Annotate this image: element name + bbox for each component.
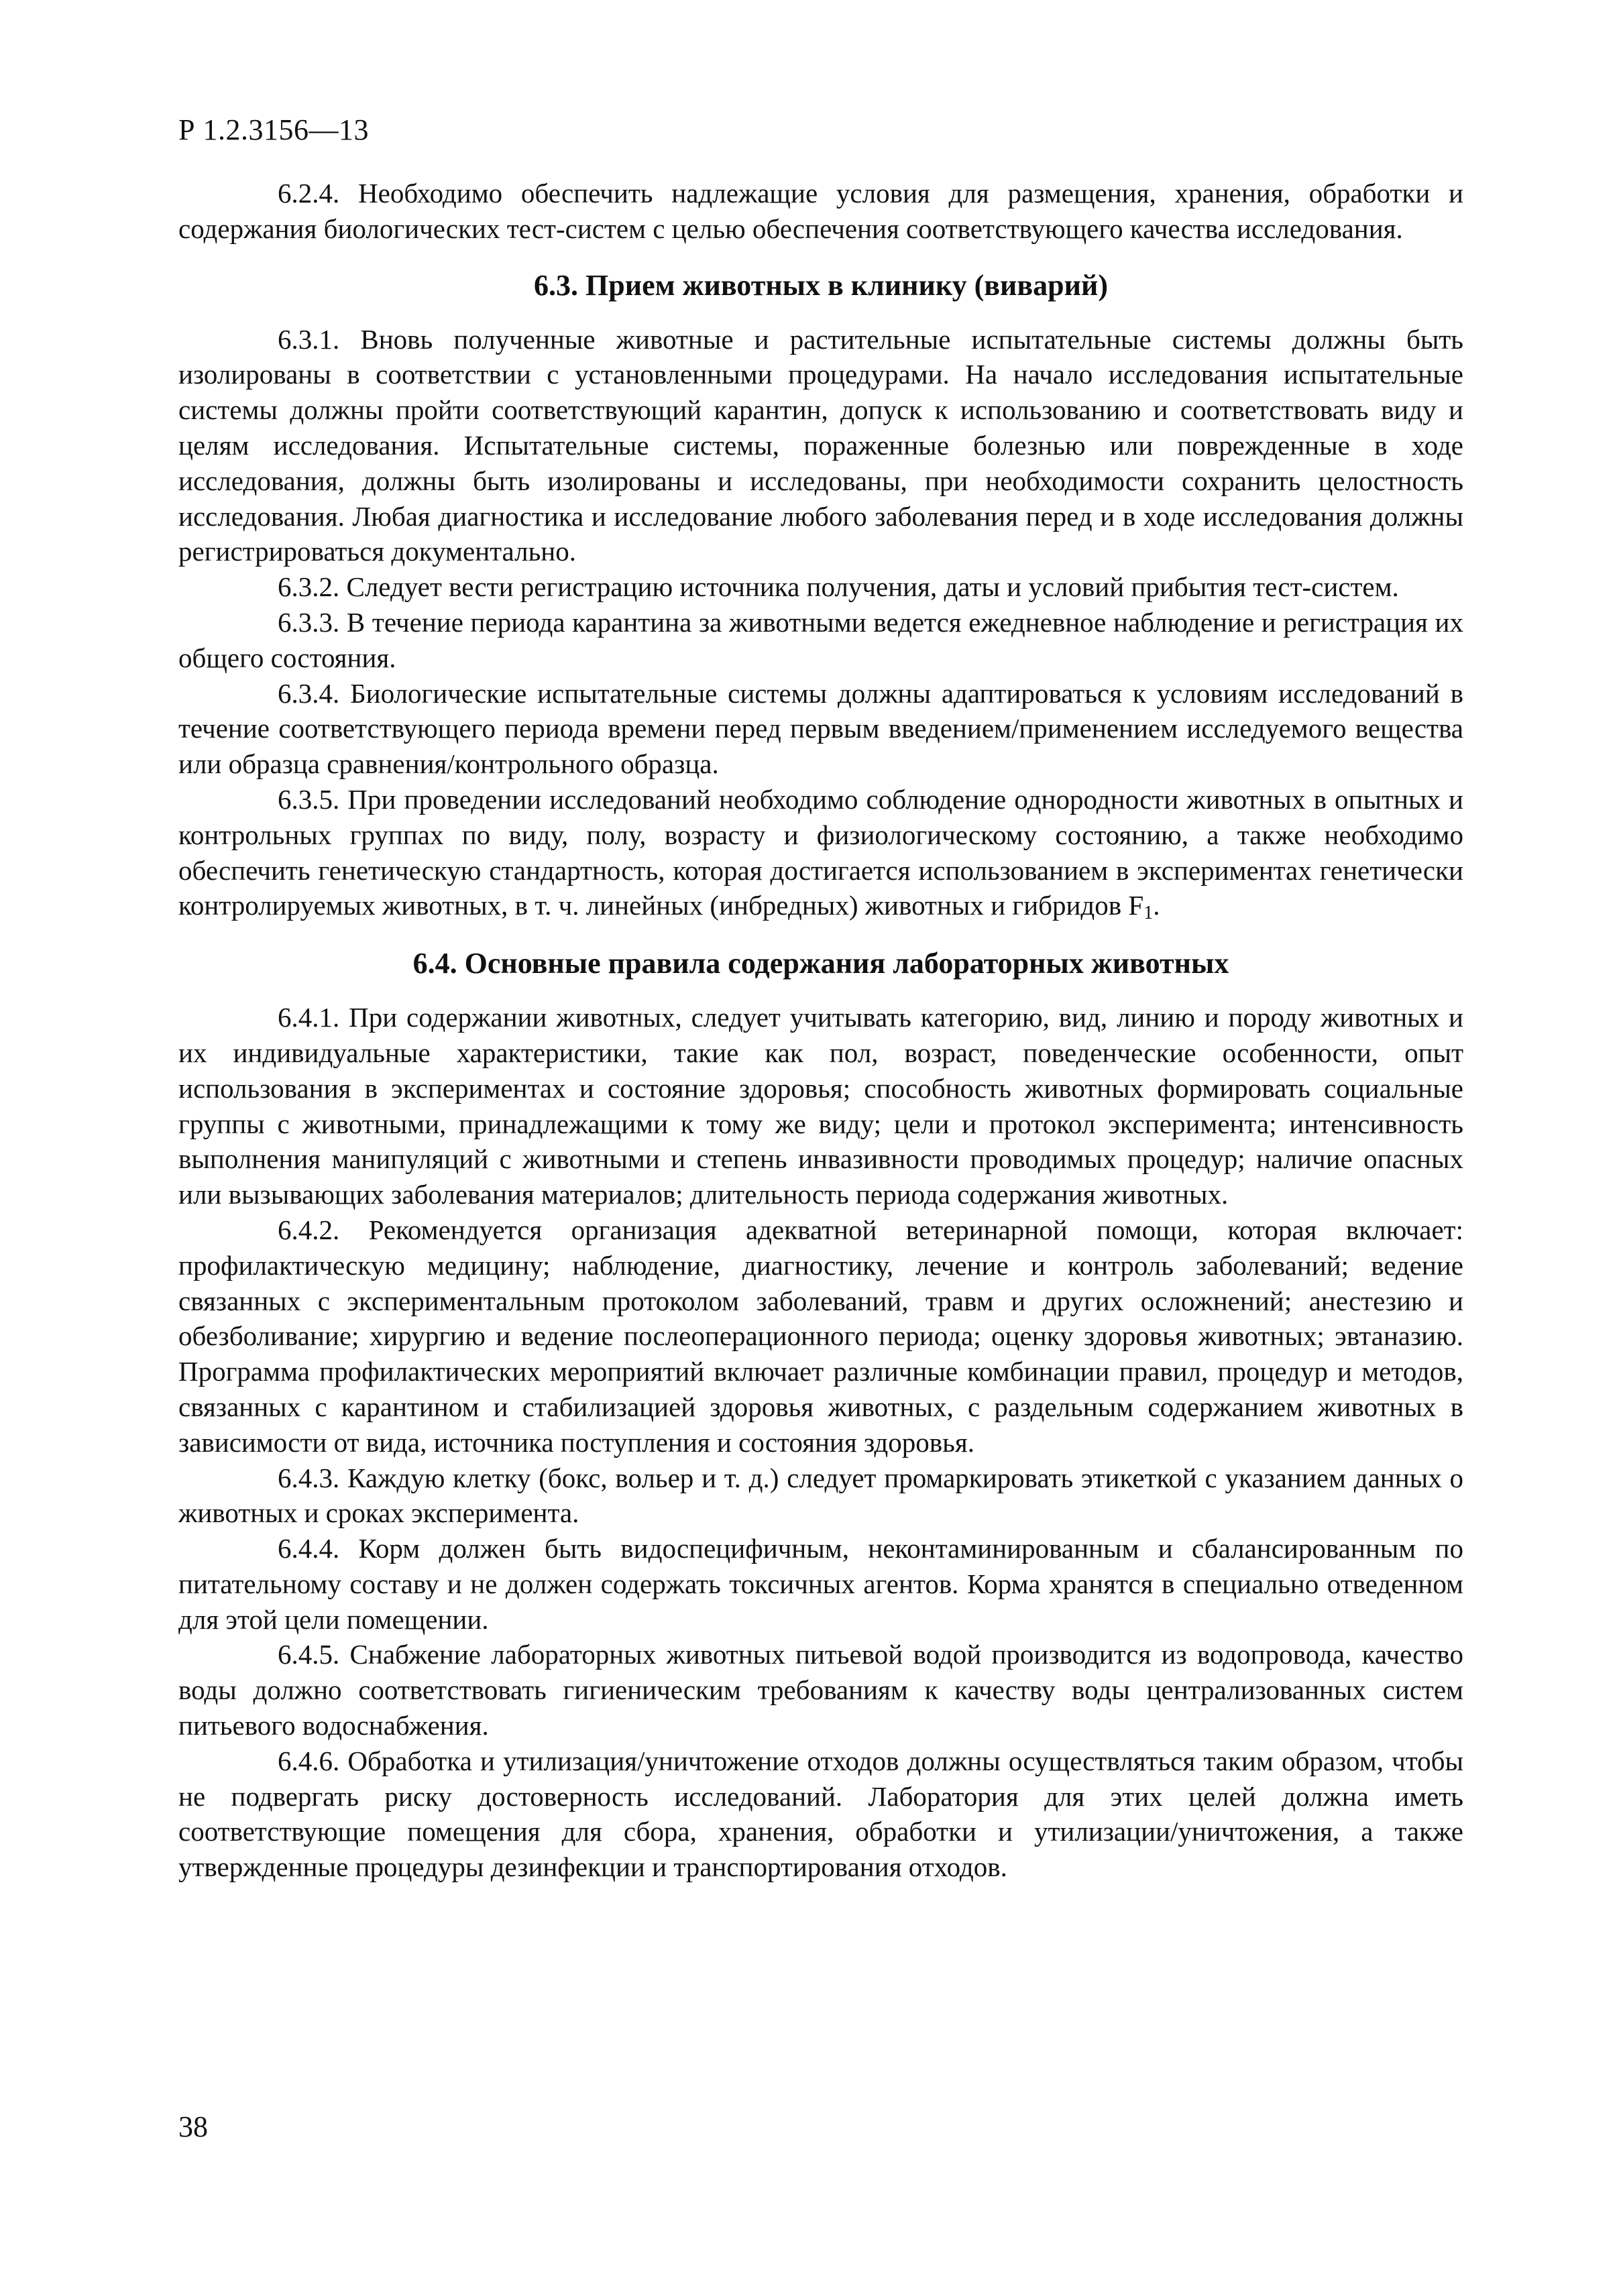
- page-content: [178, 176, 1463, 1885]
- page-number: 38: [178, 2110, 208, 2143]
- paragraph-6-3-2: 6.3.2. Следует вести регистрацию источника получения, даты и условий прибытия тест-систем.: [278, 571, 1399, 603]
- paragraph-6-4-4: 6.4.4. Корм должен быть видоспецифичным, неконтаминированным и сбалансированным по питательному составу и не должен содержать токсичных агентов. Корма хранятся в специально отведенном для этой цели помещении.: [178, 1533, 1463, 1635]
- paragraph-6-4-5: 6.4.5. Снабжение лабораторных животных питьевой водой производится из водопровода, качество воды должно соответствовать гигиеническим требованиям к качеству воды централизованных систем питьевого водоснабжения.: [178, 1639, 1463, 1741]
- document-code: Р 1.2.3156—13: [178, 113, 369, 146]
- paragraph-6-3-4: 6.3.4. Биологические испытательные системы должны адаптироваться к условиям исследований в течение соответствующего периода времени перед первым введением/применением исследуемого вещества или образца сравнения/контрольного образца.: [178, 677, 1463, 780]
- subscript-1: 1: [1143, 903, 1154, 924]
- paragraph-6-4-2: 6.4.2. Рекомендуется организация адекватной ветеринарной помощи, которая включает: профилактическую медицину; наблюдение, диагностику, лечение и контроль заболеваний; ведение связанных с экспериментальным протоколом заболеваний, травм и других осложнений; анестезию и обезболивание; хирургию и ведение послеоперационного периода; оценку здоровья животных; эвтаназию. Программа профилактических мероприятий включает различные комбинации правил, процедур и методов, связанных с карантином и стабилизацией здоровья животных, с раздельным содержанием животных в зависимости от вида, источника поступления и состояния здоровья.: [178, 1214, 1463, 1458]
- paragraph-6-3-3: 6.3.3. В течение периода карантина за животными ведется ежедневное наблюдение и регистрация их общего состояния.: [178, 606, 1463, 673]
- paragraph-6-4-1: 6.4.1. При содержании животных, следует учитывать категорию, вид, линию и породу животных и их индивидуальные характеристики, такие как пол, возраст, поведенческие особенности, опыт использования в экспериментах и состояние здоровья; способность животных формировать социальные группы с животными, принадлежащими к тому же виду; цели и протокол эксперимента; интенсивность выполнения манипуляций с животными и степень инвазивности проводимых процедур; наличие опасных или вызывающих заболевания материалов; длительность периода содержания животных.: [178, 1002, 1463, 1210]
- paragraph-6-4-3: 6.4.3. Каждую клетку (бокс, вольер и т. д.) следует промаркировать этикеткой с указанием данных о животных и сроках эксперимента.: [178, 1462, 1463, 1529]
- paragraph-6-3-5-end: .: [1153, 890, 1160, 921]
- paragraph-6-4-6: 6.4.6. Обработка и утилизация/уничтожение отходов должны осуществляться таким образом, чтобы не подвергать риску достоверность исследований. Лаборатория для этих целей должна иметь соответствующие помещения для сбора, хранения, обработки и утилизации/уничтожения, а также утвержденные процедуры дезинфекции и транспортирования отходов.: [178, 1745, 1463, 1883]
- paragraph-6-2-4: 6.2.4. Необходимо обеспечить надлежащие условия для размещения, хранения, обработки и содержания биологических тест-систем с целью обеспечения соответствующего качества исследования.: [178, 178, 1463, 244]
- paragraph-6-3-1: 6.3.1. Вновь полученные животные и растительные испытательные системы должны быть изолированы в соответствии с установленными процедурами. На начало исследования испытательные системы должны пройти соответствующий карантин, допуск к использованию и соответствовать виду и целям исследования. Испытательные системы, пораженные болезнью или поврежденные в ходе исследования, должны быть изолированы и исследованы, при необходимости сохранить целостность исследования. Любая диагностика и исследование любого заболевания перед и в ходе исследования должны регистрироваться документально.: [178, 323, 1463, 567]
- paragraph-6-3-5-text: 6.3.5. При проведении исследований необходимо соблюдение однородности животных в опытных и контрольных группах по виду, полу, возрасту и физиологическому состоянию, а также необходимо обеспечить генетическую стандартность, которая достигается использованием в экспериментах генетически контролируемых животных, в т. ч. линейных (инбредных) животных и гибридов F: [178, 783, 1463, 921]
- section-heading-6-4: 6.4. Основные правила содержания лабораторных животных: [412, 947, 1229, 980]
- paragraph-6-3-5: [178, 782, 1463, 923]
- section-heading-6-3: 6.3. Прием животных в клинику (виварий): [534, 268, 1108, 302]
